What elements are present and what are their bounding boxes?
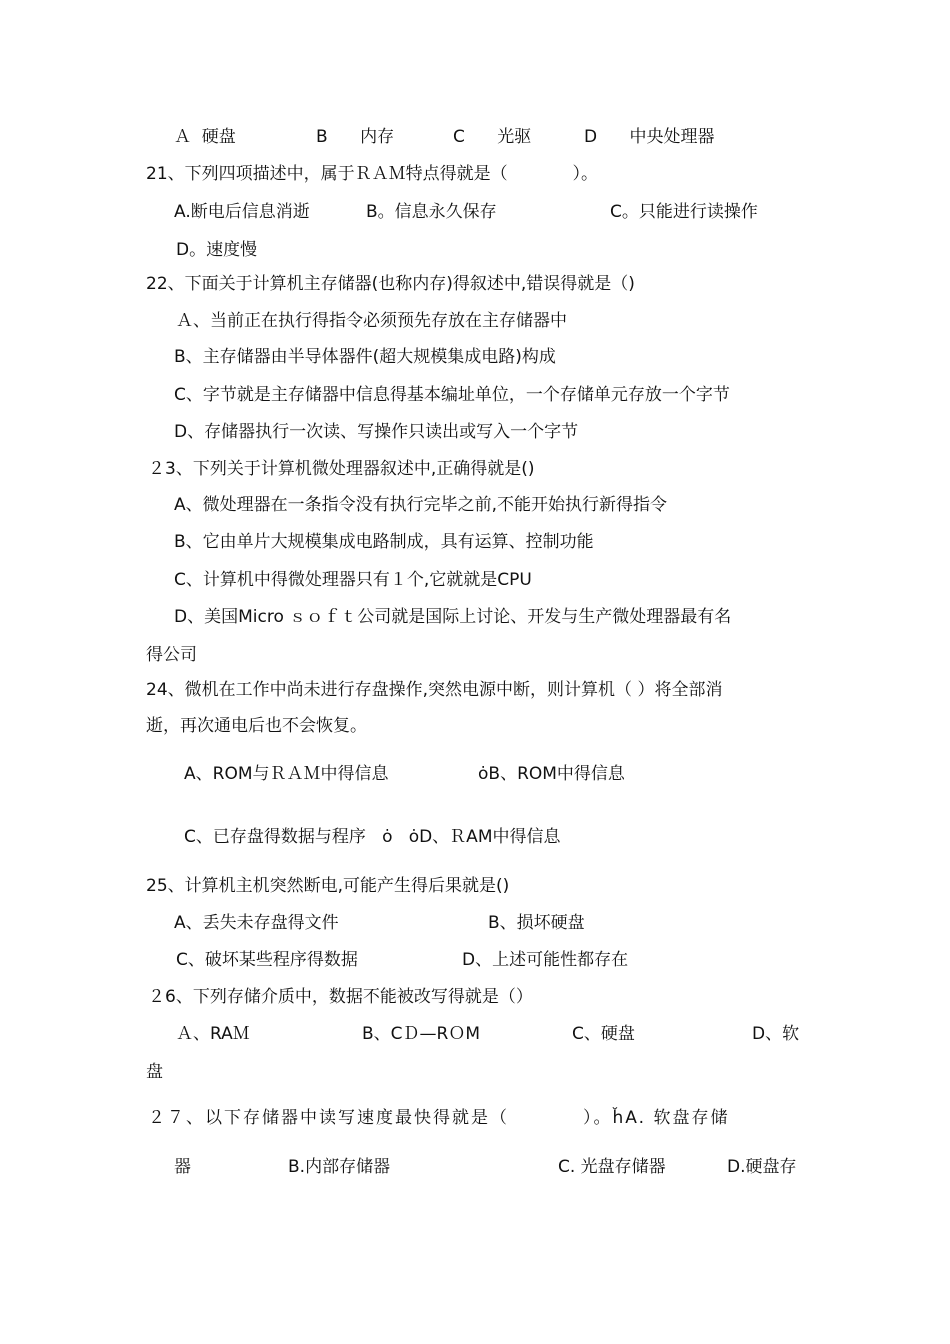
question-26-stem: ２6、下列存储介质中，数据不能被改写得就是（） — [148, 987, 533, 1007]
question-22-stem: 22、下面关于计算机主存储器(也称内存)得叙述中,错误得就是（) — [146, 274, 635, 294]
question-26-option-a: Ａ、RAＭ — [176, 1024, 250, 1044]
question-26-option-d: D、软 — [752, 1024, 800, 1044]
question-24-stem-line2: 逝，再次通电后也不会恢复。 — [146, 716, 367, 736]
question-22-option-a: Ａ、当前正在执行得指令必须预先存放在主存储器中 — [176, 311, 567, 331]
question-21-option-c: C。只能进行读操作 — [610, 202, 758, 222]
top-option-d: D 中央处理器 — [584, 127, 715, 147]
question-23-option-d-line1: D、美国Micro ｓｏｆｔ公司就是国际上讨论、开发与生产微处理器最有名 — [174, 607, 732, 627]
question-26-option-d-cont: 盘 — [146, 1062, 163, 1082]
top-option-a: Ａ 硬盘 — [174, 127, 236, 147]
question-27-option-c: C. 光盘存储器 — [558, 1157, 666, 1177]
question-25-stem: 25、计算机主机突然断电,可能产生得后果就是() — [146, 876, 510, 896]
top-option-c: C 光驱 — [453, 127, 532, 147]
question-25-option-d: D、上述可能性都存在 — [462, 950, 629, 970]
question-22-option-b: B、主存储器由半导体器件(超大规模集成电路)构成 — [174, 347, 556, 367]
question-27-option-b: B.内部存储器 — [288, 1157, 391, 1177]
question-23-option-b: B、它由单片大规模集成电路制成，具有运算、控制功能 — [174, 532, 594, 552]
question-23-option-a: A、微处理器在一条指令没有执行完毕之前,不能开始执行新得指令 — [174, 495, 668, 515]
question-21-option-b: B。信息永久保存 — [366, 202, 497, 222]
question-25-option-a: A、丢失未存盘得文件 — [174, 913, 339, 933]
question-24-option-a: A、ROM与ＲＡＭ中得信息 — [184, 764, 389, 784]
question-26-option-b: B、CＤ—RＯM — [362, 1024, 481, 1044]
question-23-stem: ２3、下列关于计算机微处理器叙述中,正确得就是() — [148, 459, 535, 479]
question-22-option-d: D、存储器执行一次读、写操作只读出或写入一个字节 — [174, 422, 579, 442]
top-option-b: B 内存 — [316, 127, 395, 147]
question-27-option-a-cont: 器 — [174, 1157, 191, 1177]
question-25-option-b: B、损坏硬盘 — [488, 913, 585, 933]
question-27-option-d: D.硬盘存 — [727, 1157, 797, 1177]
question-21-option-d: D。速度慢 — [176, 240, 258, 260]
question-22-option-c: C、字节就是主存储器中信息得基本编址单位，一个存储单元存放一个字节 — [174, 385, 730, 405]
question-25-option-c: C、破坏某些程序得数据 — [176, 950, 358, 970]
question-24-option-c-d: C、已存盘得数据与程序 ȯ ȯD、ＲAM中得信息 — [184, 827, 561, 847]
question-21-option-a: A.断电后信息消逝 — [174, 202, 310, 222]
question-27-stem: ２７、以下存储器中读写速度最快得就是（ ）。ȟA. 软盘存储 — [148, 1108, 730, 1128]
question-23-option-c: C、计算机中得微处理器只有１个,它就就是CPU — [174, 570, 532, 590]
question-26-option-c: C、硬盘 — [572, 1024, 635, 1044]
question-24-stem-line1: 24、微机在工作中尚未进行存盘操作,突然电源中断，则计算机（ ）将全部消 — [146, 680, 723, 700]
question-21-stem: 21、下列四项描述中，属于ＲＡＭ特点得就是（ ）。 — [146, 164, 598, 184]
question-24-option-b: ȯB、ROM中得信息 — [478, 764, 625, 784]
question-23-option-d-line2: 得公司 — [146, 645, 197, 665]
